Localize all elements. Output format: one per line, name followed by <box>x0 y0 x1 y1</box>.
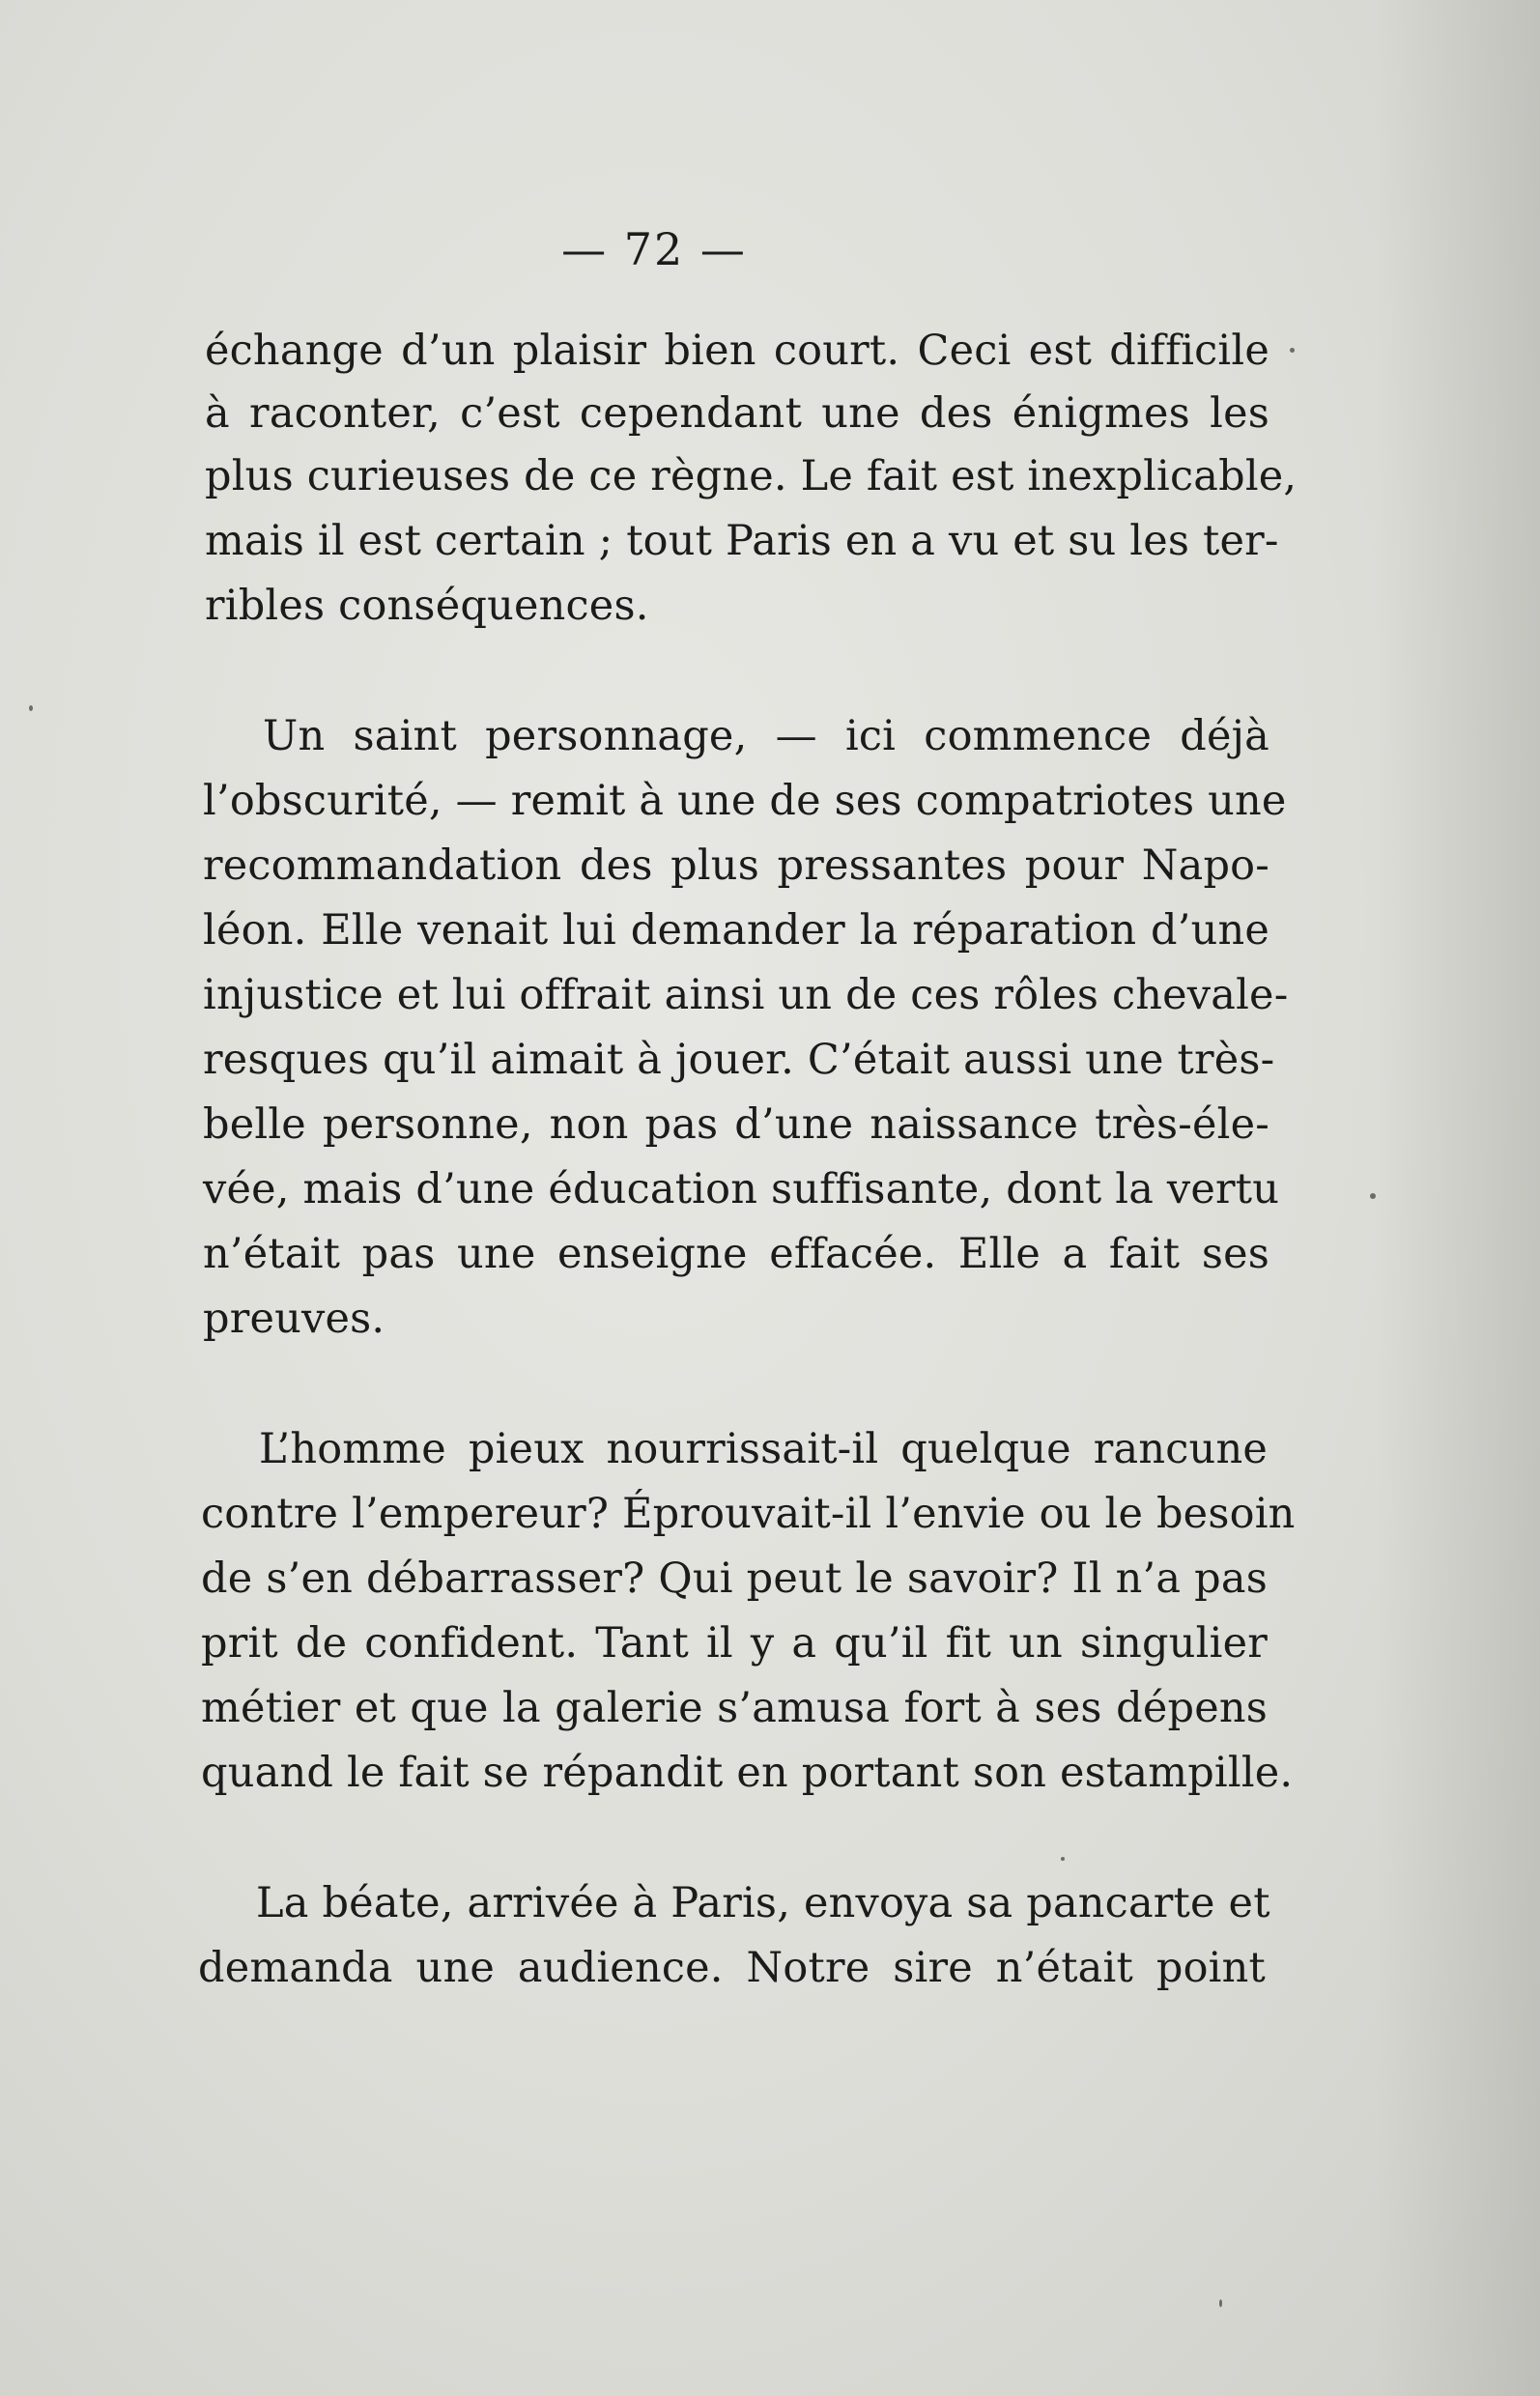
text-line: léon. Elle venait lui demander la réparation d’une <box>203 906 1269 955</box>
paper-speck <box>1061 1857 1065 1861</box>
page-number-text: — 72 — <box>561 223 747 275</box>
text-line: resques qu’il aimait à jouer. C’était aussi une très- <box>203 1036 1275 1084</box>
paper-speck <box>1219 2299 1222 2307</box>
text-line: l’obscurité, — remit à une de ses compatriotes une <box>203 777 1287 825</box>
text-line: mais il est certain ; tout Paris en a vu et su les ter- <box>205 517 1279 565</box>
text-line: de s’en débarrasser? Qui peut le savoir? Il n’a pas <box>201 1555 1268 1603</box>
text-line: La béate, arrivée à Paris, envoya sa pancarte et <box>256 1879 1270 1927</box>
text-line: plus curieuses de ce règne. Le fait est inexplicable, <box>205 452 1298 500</box>
text-line: n’était pas une enseigne effacée. Elle a fait ses <box>203 1230 1269 1278</box>
text-line: échange d’un plaisir bien court. Ceci est difficile <box>205 327 1269 375</box>
text-line: belle personne, non pas d’une naissance très-éle- <box>203 1100 1269 1149</box>
text-line: à raconter, c’est cependant une des énigmes les <box>205 389 1269 438</box>
text-line: demanda une audience. Notre sire n’était point <box>198 1944 1266 1992</box>
text-line: preuves. <box>203 1295 385 1343</box>
text-line: Un saint personnage, — ici commence déjà <box>263 712 1269 760</box>
text-line: métier et que la galerie s’amusa fort à ses dépens <box>201 1684 1268 1732</box>
text-line: vée, mais d’une éducation suffisante, dont la vertu <box>203 1165 1280 1213</box>
text-line: quand le fait se répandit en portant son estampille. <box>201 1749 1294 1797</box>
text-line: L’homme pieux nourrissait-il quelque rancune <box>259 1425 1268 1473</box>
text-line: ribles conséquences. <box>205 582 649 630</box>
paper-speck <box>1290 348 1295 353</box>
text-line: injustice et lui offrait ainsi un de ces rôles chevale- <box>203 971 1289 1019</box>
text-line: recommandation des plus pressantes pour Napo- <box>203 841 1269 890</box>
paper-speck <box>29 705 33 711</box>
text-line: contre l’empereur? Éprouvait-il l’envie ou le besoin <box>201 1490 1296 1538</box>
text-line: prit de confident. Tant il y a qu’il fit un singulier <box>201 1619 1268 1668</box>
paper-speck <box>1370 1193 1376 1199</box>
